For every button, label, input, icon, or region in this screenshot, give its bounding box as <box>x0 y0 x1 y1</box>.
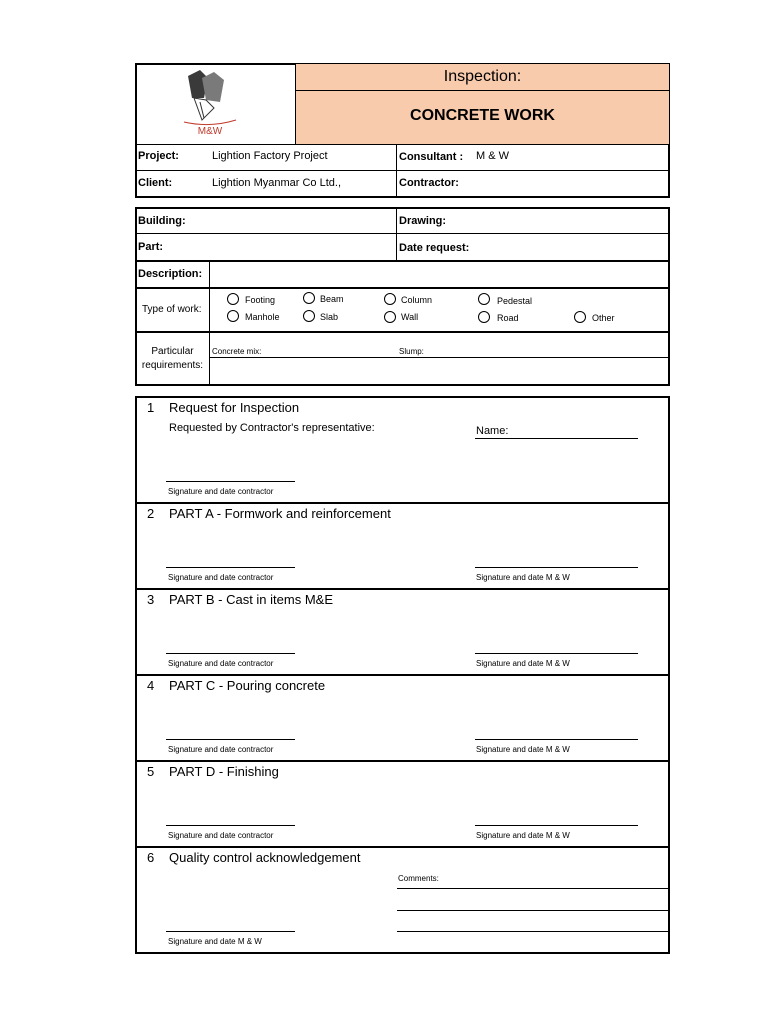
company-logo <box>180 68 240 140</box>
client-label: Client: <box>138 177 173 189</box>
section-4-sig-contractor: Signature and date contractor <box>168 745 274 754</box>
section-1-number: 1 <box>147 400 155 415</box>
building-label: Building: <box>138 215 186 227</box>
radio-slab[interactable] <box>303 310 315 322</box>
section-4-title: PART C - Pouring concrete <box>169 678 326 693</box>
consultant-label: Consultant : <box>399 151 464 163</box>
project-value: Lightion Factory Project <box>212 150 328 162</box>
section-1-name-label: Name: <box>476 425 509 437</box>
section-3-number: 3 <box>147 592 155 607</box>
part-label: Part: <box>138 241 164 253</box>
work-type-road: Road <box>497 313 519 323</box>
section-3-title: PART B - Cast in items M&E <box>169 592 333 607</box>
work-type-pedestal: Pedestal <box>497 296 533 306</box>
section-5-sig-contractor: Signature and date contractor <box>168 831 274 840</box>
work-type-footing: Footing <box>245 295 276 305</box>
work-type-manhole: Manhole <box>245 312 280 322</box>
radio-beam[interactable] <box>303 292 315 304</box>
section-3-sig-contractor: Signature and date contractor <box>168 659 274 668</box>
type-of-work-label: Type of work: <box>142 304 202 315</box>
drawing-label: Drawing: <box>399 215 447 227</box>
section-6-number: 6 <box>147 850 155 865</box>
work-type-wall: Wall <box>401 312 419 322</box>
radio-pedestal[interactable] <box>478 293 490 305</box>
section-5-title: PART D - Finishing <box>169 764 279 779</box>
contractor-label: Contractor: <box>399 177 459 189</box>
logo-text: M&W <box>197 126 223 137</box>
section-2-title: PART A - Formwork and reinforcement <box>169 506 391 521</box>
section-2-number: 2 <box>147 506 155 521</box>
particular-label-2: requirements: <box>141 360 204 371</box>
section-1-sig-contractor: Signature and date contractor <box>168 487 274 496</box>
description-label: Description: <box>138 268 203 280</box>
consultant-value: M & W <box>476 150 509 162</box>
section-6-title: Quality control acknowledgement <box>169 850 361 865</box>
project-label: Project: <box>138 150 179 162</box>
radio-road[interactable] <box>478 311 490 323</box>
comments-line-1[interactable] <box>397 888 669 889</box>
work-type-slab: Slab <box>320 312 339 322</box>
section-2-sig-mw: Signature and date M & W <box>476 573 570 582</box>
section-5-sig-mw: Signature and date M & W <box>476 831 570 840</box>
radio-other[interactable] <box>574 311 586 323</box>
comments-line-3[interactable] <box>397 931 669 932</box>
section-4-number: 4 <box>147 678 155 693</box>
work-type-other: Other <box>592 313 615 323</box>
comments-line-2[interactable] <box>397 910 669 911</box>
form-title: CONCRETE WORK <box>410 107 555 124</box>
client-value: Lightion Myanmar Co Ltd., <box>212 177 342 189</box>
section-2-sig-contractor: Signature and date contractor <box>168 573 274 582</box>
section-6-comments-label: Comments: <box>398 874 439 883</box>
particular-label-1: Particular <box>151 346 194 357</box>
slump-label: Slump: <box>399 347 424 356</box>
radio-wall[interactable] <box>384 311 396 323</box>
section-3-sig-mw: Signature and date M & W <box>476 659 570 668</box>
section-5-number: 5 <box>147 764 155 779</box>
section-1-title: Request for Inspection <box>169 400 300 415</box>
work-type-beam: Beam <box>320 294 344 304</box>
date-request-label: Date request: <box>399 242 470 254</box>
inspection-label: Inspection: <box>443 68 522 85</box>
work-type-column: Column <box>401 295 433 305</box>
radio-manhole[interactable] <box>227 310 239 322</box>
section-6-sig-mw: Signature and date M & W <box>168 937 262 946</box>
concrete-mix-label: Concrete mix: <box>212 347 262 356</box>
section-4-sig-mw: Signature and date M & W <box>476 745 570 754</box>
radio-footing[interactable] <box>227 293 239 305</box>
radio-column[interactable] <box>384 293 396 305</box>
section-1-subtitle: Requested by Contractor's representative: <box>169 422 375 434</box>
